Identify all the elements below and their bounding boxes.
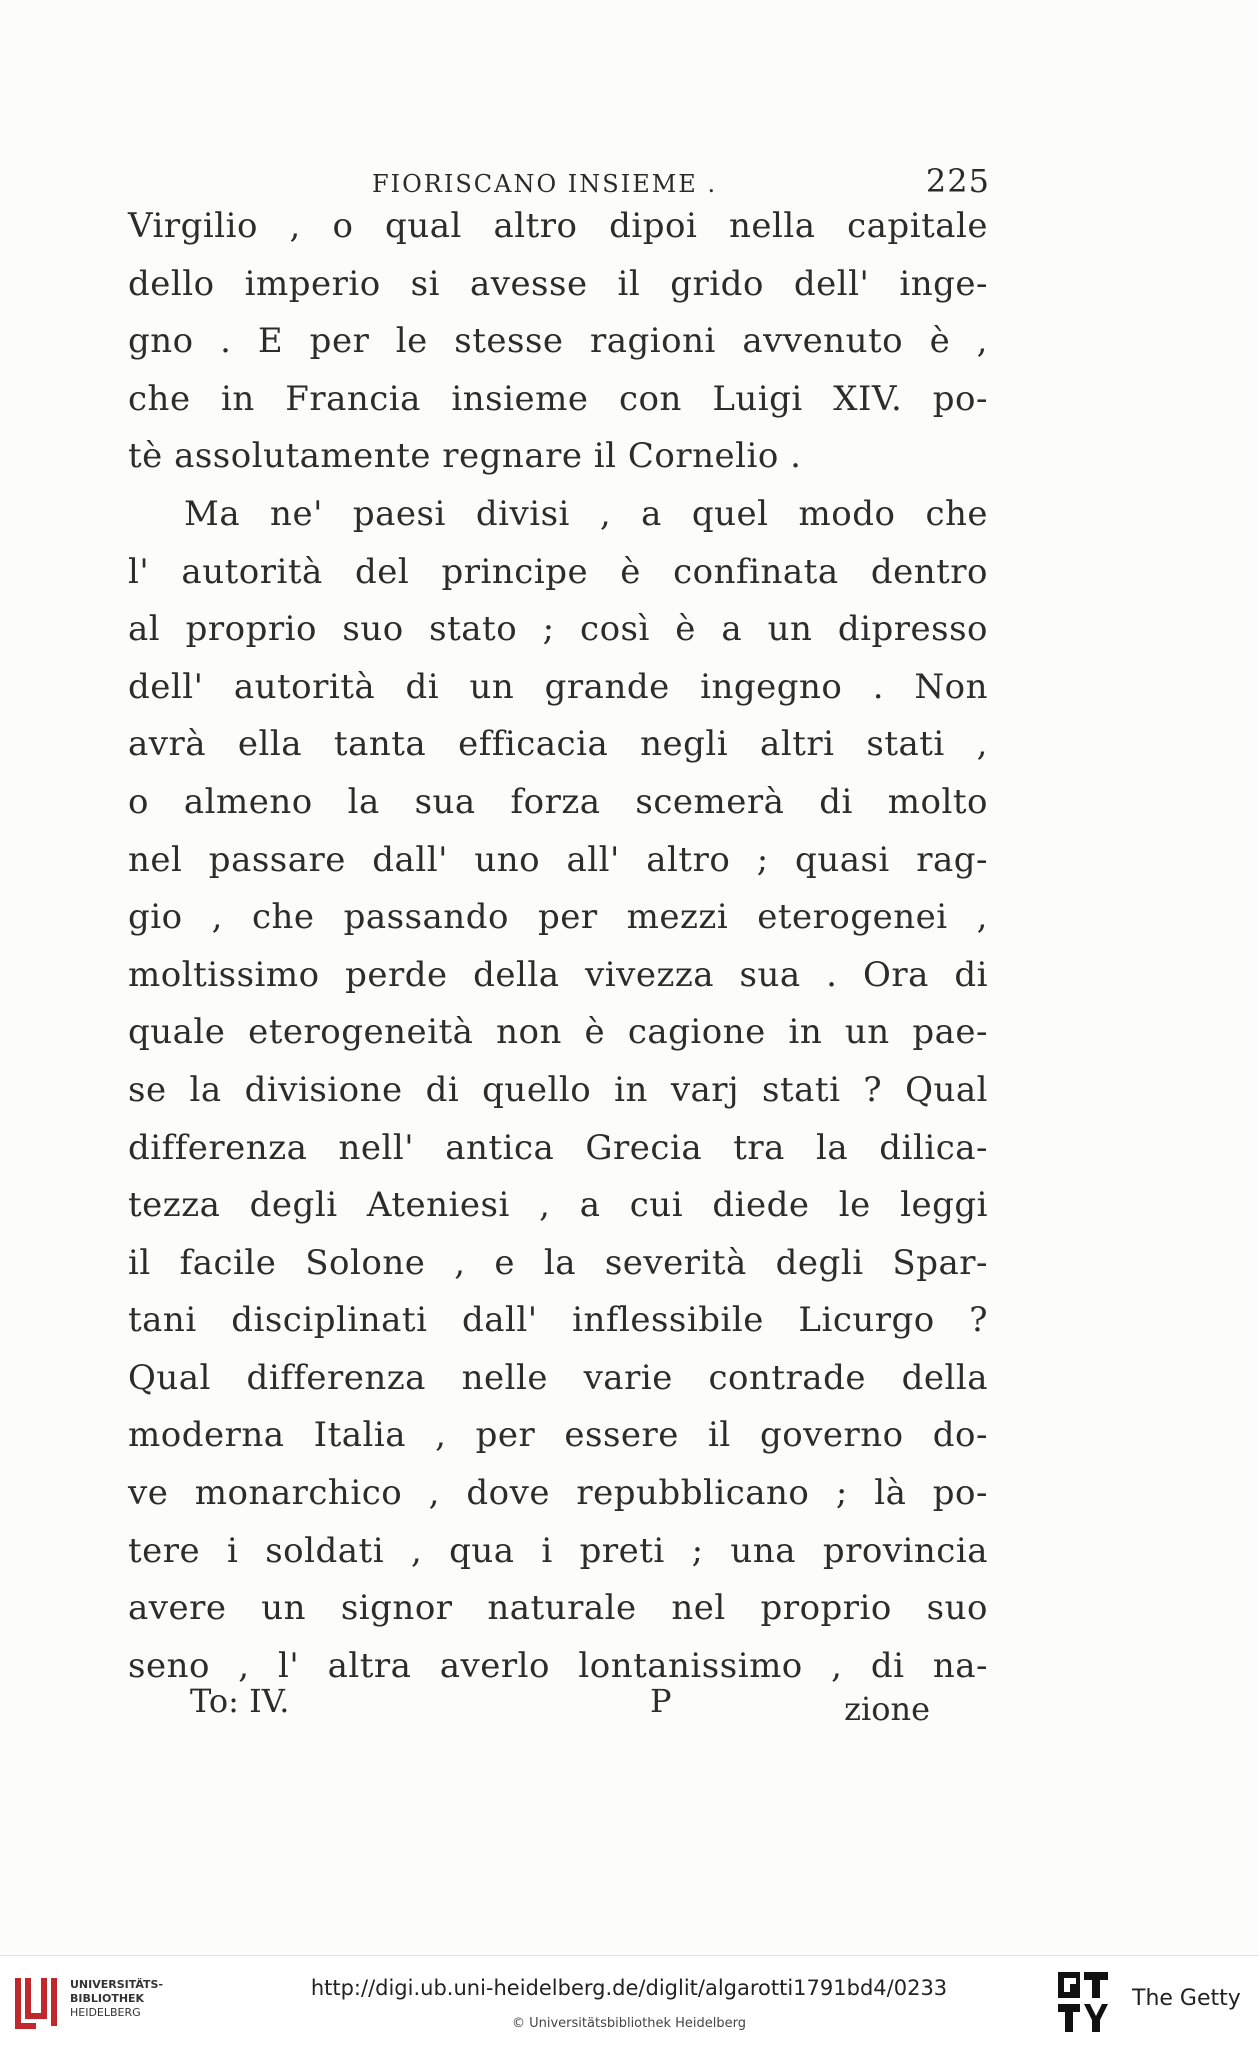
permalink-url[interactable]: http://digi.ub.uni-heidelberg.de/diglit/algarotti1791bd4/0233: [310, 1976, 948, 2000]
text-line: Ma ne' paesi divisi , a quel modo che: [184, 493, 988, 534]
text-line: gno . E per le stesse ragioni avvenuto è ,: [128, 321, 988, 362]
text-line: o almeno la sua forza scemerà di molto: [128, 781, 988, 822]
page-number: 225: [925, 162, 990, 200]
text-line: avrà ella tanta efficacia negli altri stati ,: [128, 724, 988, 765]
text-line: al proprio suo stato ; così è a un dipresso: [128, 609, 988, 650]
text-line: Qual differenza nelle varie contrade della: [128, 1357, 988, 1398]
text-line: avere un signor naturale nel proprio suo: [128, 1588, 988, 1629]
text-line: dell' autorità di un grande ingegno . Non: [128, 666, 988, 707]
text-line: moltissimo perde della vivezza sua . Ora di: [128, 954, 988, 995]
text-line: tani disciplinati dall' inflessibile Licurgo ?: [128, 1300, 988, 1341]
getty-name[interactable]: The Getty: [1132, 1986, 1241, 2011]
text-line: tere i soldati , qua i preti ; una provincia: [128, 1530, 988, 1571]
text-line: seno , l' altra averlo lontanissimo , di na-: [128, 1645, 988, 1686]
page-footer-line: [190, 1682, 930, 1732]
digitization-footer: [0, 1955, 1258, 2047]
text-line: Virgilio , o qual altro dipoi nella capitale: [128, 206, 988, 246]
text-line: l' autorità del principe è confinata dentro: [128, 551, 988, 592]
getty-logo-icon[interactable]: [1056, 1970, 1110, 2034]
text-line: il facile Solone , e la severità degli Spar-: [128, 1242, 988, 1283]
copyright-notice: © Universitätsbibliothek Heidelberg: [511, 2016, 746, 2031]
text-line: differenza nell' antica Grecia tra la dilica-: [128, 1127, 988, 1168]
library-name-line: BIBLIOTHEK: [70, 1992, 145, 2005]
library-name-line: UNIVERSITÄTS-: [70, 1978, 164, 1991]
text-line: nel passare dall' uno all' altro ; quasi rag-: [128, 839, 988, 880]
text-line: gio , che passando per mezzi eterogenei ,: [128, 897, 988, 938]
catchword: zione: [844, 1690, 930, 1728]
running-title: FIORISCANO INSIEME .: [372, 170, 718, 198]
text-line: che in Francia insieme con Luigi XIV. po-: [128, 378, 988, 419]
library-city: HEIDELBERG: [70, 2006, 141, 2019]
volume-signature: To: IV.: [190, 1682, 290, 1720]
gathering-mark: P: [650, 1682, 672, 1720]
page-body-text: [128, 198, 988, 1695]
text-line: moderna Italia , per essere il governo do-: [128, 1415, 988, 1456]
text-line: dello imperio si avesse il grido dell' inge-: [128, 263, 988, 304]
text-line: ve monarchico , dove repubblicano ; là po-: [128, 1473, 988, 1514]
text-line: tezza degli Ateniesi , a cui diede le leggi: [128, 1185, 988, 1226]
text-line: se la divisione di quello in varj stati ? Qual: [128, 1069, 988, 1110]
text-line: quale eterogeneità non è cagione in un pae-: [128, 1012, 988, 1053]
text-line: tè assolutamente regnare il Cornelio .: [128, 436, 802, 477]
